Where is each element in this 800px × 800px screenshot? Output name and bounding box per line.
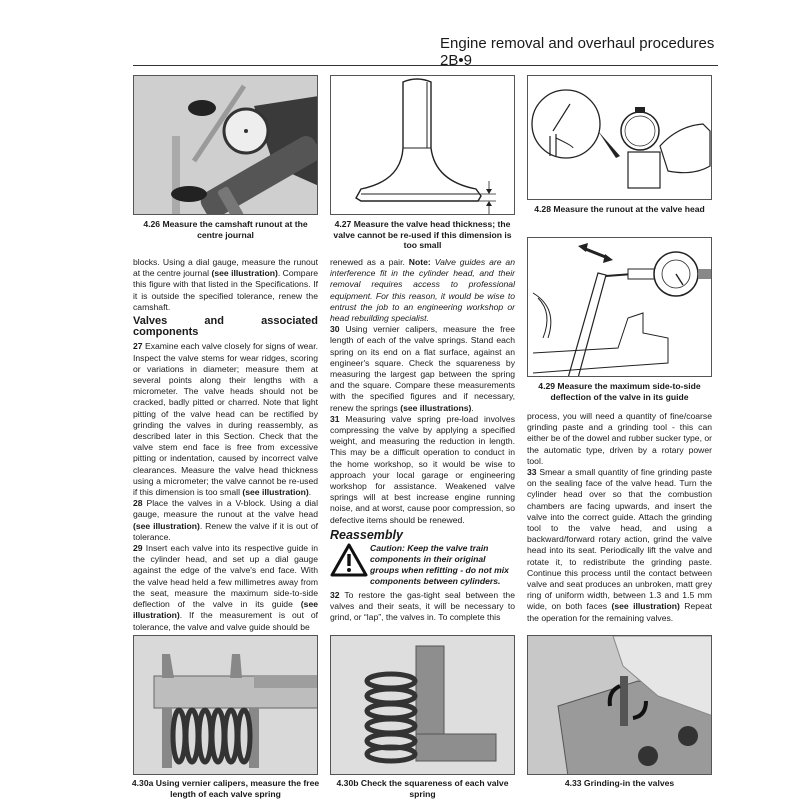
figure-4-26-caption: 4.26 Measure the camshaft runout at the centre journal xyxy=(143,219,308,240)
illustration-ref: (see illustration) xyxy=(242,487,309,498)
figure-4-30b-image xyxy=(330,635,515,775)
header-rule xyxy=(133,65,718,67)
illustration-ref: (see illustration) xyxy=(211,268,278,279)
illustration-ref: (see illustration) xyxy=(611,601,680,612)
text-column-3 xyxy=(527,411,712,624)
figure-4-30a-caption: 4.30a Using vernier calipers, measure the free length of each valve spring xyxy=(131,778,320,799)
paragraph-31: 31 Measuring valve spring pre-load involves compressing the valve by applying a specified weight, and measuring the reduction in length. This may be a difficult operation to conduct in the home workshop, so it would be wise to approach your local garage or engineering workshop for assistance. Weakened valve springs will at best increase engine running noise, and at worst, cause poor compression, so defective items should be renewed. xyxy=(330,413,515,525)
illustration-ref: (see illustrations) xyxy=(400,402,472,413)
figure-4-27-image xyxy=(330,75,515,215)
figure-4-29-image xyxy=(527,237,712,377)
note-label: Note: xyxy=(408,257,431,267)
illustration-ref: (see illustration) xyxy=(133,599,318,621)
figure-4-26-image xyxy=(133,75,318,215)
illustration-ref: (see illustration) xyxy=(133,520,200,531)
section-heading-reassembly: Reassembly xyxy=(330,527,403,542)
figure-4-29-caption: 4.29 Measure the maximum side-to-side deflection of the valve in its guide xyxy=(538,381,701,402)
figure-4-28-image xyxy=(527,75,712,200)
caution-box xyxy=(330,543,515,587)
figure-4-33-image xyxy=(527,635,712,775)
paragraph-32-continued: process, you will need a quantity of fine/coarse grinding paste and a grinding tool - this can either be of the dowel and rubber sucker type, or the automatic type, driven by a rotary power tool. xyxy=(527,411,712,466)
chapter-title: Engine removal and overhaul procedures xyxy=(440,35,715,52)
paragraph-27: 27 Examine each valve closely for signs of wear. Inspect the valve stems for wear ridges, scoring or variations in diameter; measure them at several points along their lengths with a micrometer. The valve heads should not be cracked, badly pitted or charred. Note that light pitting of the valve head can be rectified by grinding the valves in during reassembly, as described later in this Section. Check that the valve stem end face is free from excessive pitting or indentation, caused by incorrect valve clearances. Measure the valve head thickness using a micrometer; the valve cannot be re-used if this dimension is too small (see illustration). xyxy=(133,341,318,498)
paragraph-32: 32 To restore the gas-tight seal between the valves and their seats, it will be necessary to grind, or “lap”, the valves in. To complete this xyxy=(330,590,515,623)
paragraph-30: 30 Using vernier calipers, measure the free length of each of the valve springs. Stand each spring on its end on a flat surface, against an engineer's square. Check the squareness by measuring the largest gap between the spring and the square. Compare these measurements with the specified figures and if necessary, renew the springs (see illustrations). xyxy=(330,324,515,413)
text-column-2 xyxy=(330,257,515,624)
page-number: 2B•9 xyxy=(440,52,472,69)
paragraph-26-continued: blocks. Using a dial gauge, measure the runout at the centre journal (see illustration). Compare this figure with that listed in the Specifications. If it is outside the specified tolerance, renew the camshaft. xyxy=(133,257,319,312)
paragraph-29-continued: renewed as a pair. Note: Valve guides are an interference fit in the cylinder head, and their removal requires access to professional equipment. For this reason, it would be wise to entrust the job to an engineering workshop or head rebuilding specialist. xyxy=(330,257,515,324)
warning-triangle-icon xyxy=(330,543,370,577)
figure-4-27-caption: 4.27 Measure the valve head thickness; the valve cannot be re-used if this dimension is too small xyxy=(333,219,512,250)
figure-4-33-caption: 4.33 Grinding-in the valves xyxy=(564,778,675,788)
figure-4-30b-caption: 4.30b Check the squareness of each valve spring xyxy=(336,778,509,799)
paragraph-28: 28 Place the valves in a V-block. Using a dial gauge, measure the runout at the valve head (see illustration). Renew the valve if it is out of tolerance. xyxy=(133,498,318,542)
figure-4-28-caption: 4.28 Measure the runout at the valve head xyxy=(534,204,705,214)
figure-4-30a-image xyxy=(133,635,318,775)
caution-text: Caution: Keep the valve train components in their original groups when refitting - do not mix components between cylinders. xyxy=(370,543,509,587)
page-header xyxy=(440,35,740,69)
text-column-1 xyxy=(133,257,318,633)
section-heading-valves: Valves and associated components xyxy=(133,315,318,339)
note-text: Valve guides are an interference fit in the cylinder head, and their removal requires access to professional equipment. For this reason, it would be wise to entrust the job to an engineering workshop or head rebuilding specialist. xyxy=(330,257,515,324)
paragraph-33: 33 Smear a small quantity of fine grinding paste on the sealing face of the valve head. Turn the cylinder head over so that the combustion chambers are facing upwards, and insert the valve into the correct guide. Attach the grinding tool to the valve head, and using a backward/forward rotary action, grind the valve head into its seat. Periodically lift the valve and rotate it, to redistribute the grinding paste. Continue this process until the contact between valve and seat produces an unbroken, matt grey ring of uniform width, between 1.3 and 1.5 mm wide, on both faces (see illustration) Repeat the operation for the remaining valves. xyxy=(527,467,713,623)
paragraph-29: 29 Insert each valve into its respective guide in the cylinder head, and set up a dial gauge against the edge of the valve's end face. With the valve head held a few millimetres away from the seat, measure the maximum side-to-side deflection of the valve in its guide (see illustration). If the measurement is out of tolerance, the valve and valve guide should be xyxy=(133,543,318,632)
